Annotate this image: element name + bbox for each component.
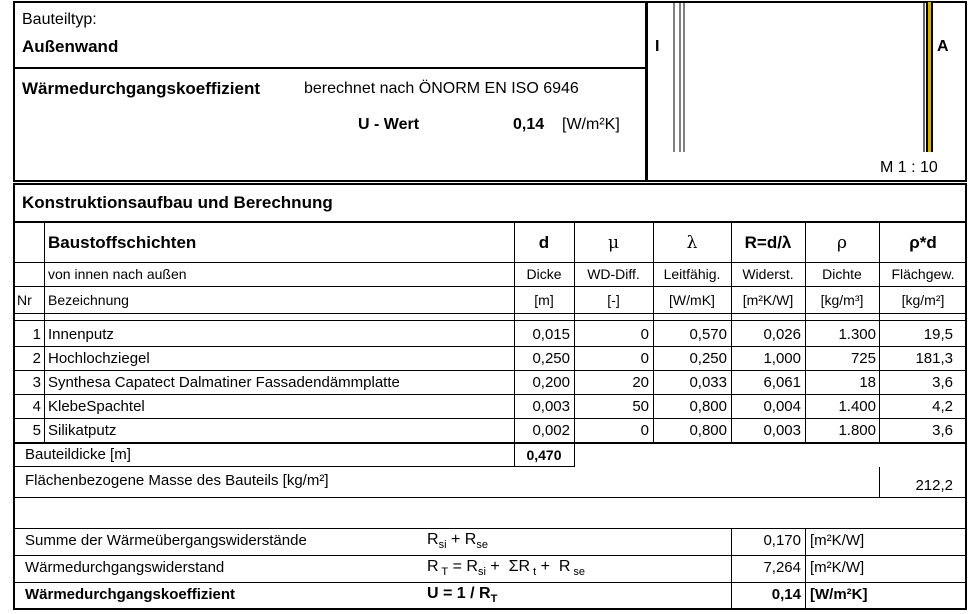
row-name: Silikatputz (48, 422, 117, 439)
col-head-r: R=d/λ (744, 233, 792, 252)
rs-label: Summe der Wärmeübergangswiderstände (25, 532, 307, 549)
row-d: 0,015 (532, 326, 570, 343)
col-unit-rhod: [kg/m²] (901, 292, 945, 308)
col-head-mu: μ (607, 233, 620, 253)
col-head-rhod: ρ*d (909, 233, 937, 252)
row-lambda: 0,800 (689, 398, 727, 415)
col-head-rho: ρ (837, 233, 847, 253)
mass-label: Flächenbezogene Masse des Bauteils [kg/m²] (25, 472, 329, 489)
row-rhod: 19,5 (923, 326, 953, 343)
u-final-formula: $U = 1 / R_T$ (427, 585, 498, 605)
col-head-lambda: λ (686, 233, 698, 253)
bauteiltyp-label: Bauteiltyp: (22, 11, 97, 28)
mass-value: 212,2 (915, 477, 953, 494)
row-nr: 3 (32, 374, 41, 391)
u-method: berechnet nach ÖNORM EN ISO 6946 (304, 80, 579, 97)
row-rho: 725 (850, 350, 876, 367)
col-unit-d: [m] (534, 292, 554, 308)
col-sub-wddiff: WD-Diff. (587, 266, 640, 282)
rt-value: 7,264 (763, 559, 801, 576)
u-value: 0,14 (513, 116, 545, 133)
u-final-unit: [W/m²K] (810, 586, 868, 603)
rt-formula: R $_T = R_{si} + \Sigma R$ $_t$ + R $_{se}$ (427, 558, 586, 578)
row-d: 0,200 (532, 374, 570, 391)
rs-unit: [m²K/W] (810, 532, 865, 549)
row-rho: 1.300 (838, 326, 876, 343)
scale-label: M 1 : 10 (880, 159, 938, 176)
row-name: Innenputz (48, 326, 114, 343)
row-rho: 18 (859, 374, 876, 391)
row-name: KlebeSpachtel (48, 398, 145, 415)
col-head-baustoff: Baustoffschichten (48, 233, 197, 252)
row-nr: 1 (32, 326, 41, 343)
row-r: 0,003 (763, 422, 801, 439)
col-sub-flaechgew: Flächgew. (891, 266, 955, 282)
row-nr: 2 (32, 350, 41, 367)
col-unit-lambda: [W/mK] (669, 292, 715, 308)
row-mu: 50 (632, 398, 649, 415)
row-rhod: 3,6 (932, 374, 953, 391)
header-divider (13, 67, 647, 69)
row-mu: 20 (632, 374, 649, 391)
row-lambda: 0,570 (689, 326, 727, 343)
bauteiltyp-value: Außenwand (22, 37, 119, 56)
col-unit-rho: [kg/m³] (820, 292, 864, 308)
row-lambda: 0,250 (689, 350, 727, 367)
rt-unit: [m²K/W] (810, 559, 865, 576)
row-mu: 0 (640, 326, 649, 343)
col-sub-leitf: Leitfähig. (663, 266, 721, 282)
row-mu: 0 (640, 350, 649, 367)
row-d: 0,003 (532, 398, 570, 415)
row-d: 0,250 (532, 350, 570, 367)
wall-section-drawing (660, 2, 940, 154)
col-unit-mu: [-] (607, 292, 620, 308)
row-r: 6,061 (763, 374, 801, 391)
rs-value: 0,170 (763, 532, 801, 549)
row-nr: 5 (32, 422, 41, 439)
row-name: Hochlochziegel (48, 350, 150, 367)
row-d: 0,002 (532, 422, 570, 439)
row-r: 1,000 (763, 350, 801, 367)
thickness-value: 0,470 (526, 447, 562, 463)
row-lambda: 0,800 (689, 422, 727, 439)
row-rhod: 4,2 (932, 398, 953, 415)
row-mu: 0 (640, 422, 649, 439)
col-unit-nr: Nr (17, 292, 32, 308)
u-unit: [W/m²K] (562, 116, 620, 133)
col-unit-bez: Bezeichnung (48, 292, 129, 308)
row-rho: 1.400 (838, 398, 876, 415)
u-title: Wärmedurchgangskoeffizient (22, 79, 261, 98)
rt-label: Wärmedurchgangswiderstand (25, 559, 225, 576)
col-sub-dichte: Dichte (822, 266, 862, 282)
col-unit-r: [m²K/W] (742, 292, 794, 308)
col-sub-direction: von innen nach außen (48, 266, 187, 282)
col-head-d: d (538, 233, 550, 252)
u-label: U - Wert (358, 116, 420, 133)
u-final-value: 0,14 (771, 586, 801, 603)
row-rho: 1.800 (838, 422, 876, 439)
rs-formula: $R_{si} + R_{se}$ (427, 531, 488, 551)
row-rhod: 3,6 (932, 422, 953, 439)
outside-label: A (937, 38, 949, 55)
row-rhod: 181,3 (915, 350, 953, 367)
row-name: Synthesa Capatect Dalmatiner Fassadendämmplatte (48, 374, 400, 391)
row-r: 0,026 (763, 326, 801, 343)
row-lambda: 0,033 (689, 374, 727, 391)
row-r: 0,004 (763, 398, 801, 415)
u-final-label: Wärmedurchgangskoeffizient (25, 586, 236, 603)
thickness-label: Bauteildicke [m] (25, 446, 131, 463)
inside-label: I (655, 38, 660, 55)
section-title: Konstruktionsaufbau und Berechnung (22, 193, 333, 212)
col-sub-dicke: Dicke (526, 266, 562, 282)
row-nr: 4 (32, 398, 41, 415)
col-sub-widerst: Widerst. (742, 266, 794, 282)
